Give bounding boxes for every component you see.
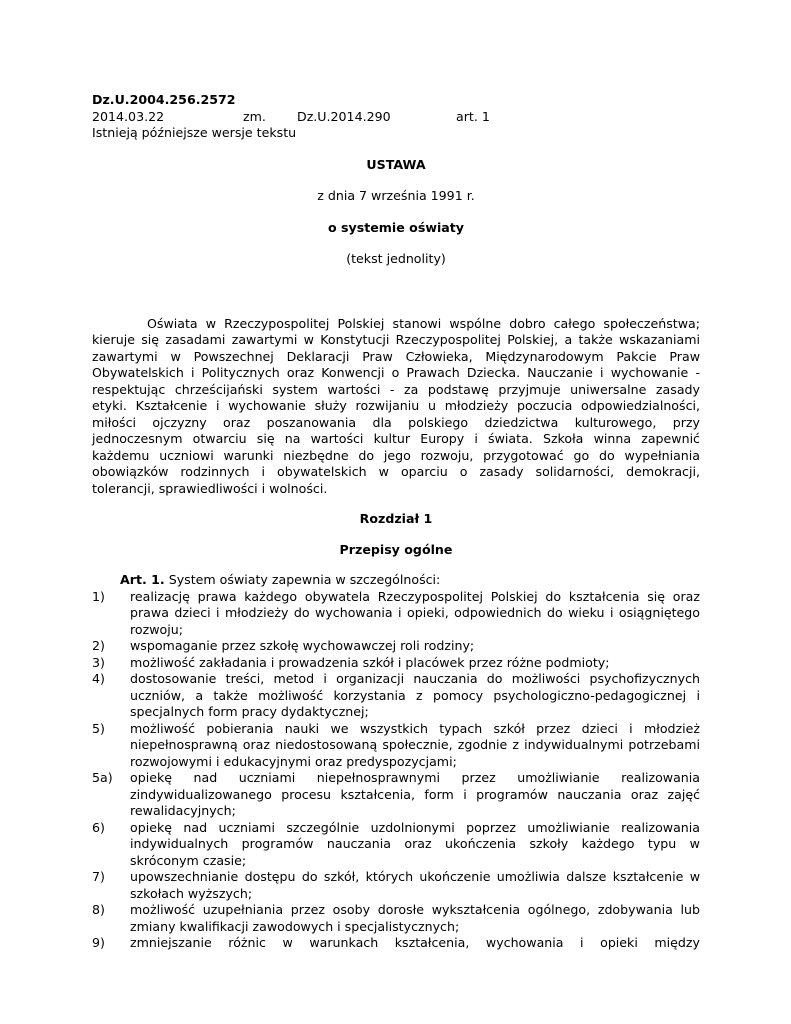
list-item-number: 2) [92,638,105,653]
chapter-title: Przepisy ogólne [339,541,453,557]
amendment-date: 2014.03.22 [92,108,165,124]
preamble-line: kieruje się zasadami zawartymi w Konstytucji Rzeczypospolitej Polskiej, a także wskazaniami [92,332,700,347]
list-item-number: 8) [92,902,105,917]
act-subject: o systemie oświaty [328,219,464,235]
list-item-number: 4) [92,671,105,686]
preamble-line: każdemu uczniowi warunki niezbędne do jego rozwoju, przygotować go do wypełniania [92,447,700,463]
list-item-line: opiekę nad uczniami szczególnie uzdolnionymi poprzez umożliwianie realizowania [130,819,700,835]
list-item-line: skróconym czasie; [130,852,247,868]
list-item-line: opiekę nad uczniami niepełnosprawnymi przez umożliwianie realizowania [130,770,700,785]
article-label: Art. 1. [120,572,165,587]
document-page [92,92,700,952]
list-item-line: możliwość pobierania nauki we wszystkich typach szkół przez dzieci i młodzież [130,720,700,736]
list-item-line: rozwoju; [130,621,183,637]
list-item-number: 3) [92,654,105,670]
list-item-line: niepełnosprawną oraz niedostosowaną społecznie, zgodnie z indywidualnymi potrzebami [130,737,700,752]
chapter-number: Rozdział 1 [359,511,433,526]
amendment-label: zm. [243,108,266,124]
preamble-line: jednoczesnym otwarciu się na wartości kultur Europy i świata. Szkoła winna zapewnić [92,431,700,446]
list-item-line: dostosowanie treści, metod i organizacji nauczania do możliwości psychofizycznych [130,671,700,686]
list-item-line: możliwość uzupełniania przez osoby dorosłe wykształcenia ogólnego, zdobywania lub [130,902,700,917]
list-item [92,902,700,935]
list-item-line: realizację prawa każdego obywatela Rzeczypospolitej Polskiej do kształcenia się oraz [130,588,700,604]
act-type-heading: USTAWA [366,156,426,172]
preamble-line: tolerancji, sprawiedliwości i wolności. [92,480,328,496]
amendment-row [92,109,700,126]
act-date: z dnia 7 września 1991 r. [317,188,475,203]
list-item [92,655,700,672]
list-item-number: 7) [92,869,105,884]
list-item-line: rewalidacyjnych; [130,803,236,818]
list-item [92,638,700,655]
list-item-line: szkołach wyższych; [130,885,253,901]
list-item-line: prawa dzieci i młodzieży do wychowania i opieki, odpowiednich do wieku i osiągniętego [130,605,700,620]
list-item-line: upowszechnianie dostępu do szkół, których ukończenie umożliwia dalsze kształcenie w [130,869,700,884]
list-item-number: 1) [92,588,105,604]
preamble-line: miłości ojczyzny oraz poszanowania dla polskiego dziedzictwa kulturowego, przy [92,414,700,430]
list-item-number: 6) [92,819,105,835]
list-item [92,671,700,721]
preamble-line: Oświata w Rzeczypospolitej Polskiej stanowi wspólne dobro całego społeczeństwa; [147,315,700,331]
list-item [92,935,700,952]
preamble-line: Obywatelskich i Politycznych oraz Konwencji o Prawach Dziecka. Nauczanie i wychowanie - [92,365,700,380]
list-item-number: 9) [92,935,105,950]
article-1-list [92,589,700,952]
act-note: (tekst jednolity) [346,251,446,266]
later-versions-note: Istnieją późniejsze wersje tekstu [92,125,297,140]
preamble-line: obowiązków rodzinnych i obywatelskich w oparciu o zasady solidarności, demokracji, [92,464,700,479]
list-item-line: uczniów, a także możliwość korzystania z pomocy psychologiczno-pedagogicznej i [130,687,700,703]
list-item-line: możliwość zakładania i prowadzenia szkół i placówek przez różne podmioty; [130,654,610,670]
preamble-line: respektując chrześcijański system wartości - za podstawę przyjmuje uniwersalne zasady [92,381,700,397]
list-item-number: 5a) [92,770,113,785]
preamble-line: etyki. Kształcenie i wychowanie służy rozwijaniu u młodzieży poczucia odpowiedzialności, [92,398,700,413]
article-intro-text: System oświaty zapewnia w szczególności: [168,572,441,587]
list-item-line: zindywidualizowanego procesu kształcenia, form i programów nauczania oraz zajęć [130,786,700,802]
list-item [92,589,700,639]
amendment-reference: Dz.U.2014.290 [297,108,391,124]
list-item-line: rozwojowymi i edukacyjnymi oraz predyspozycjami; [130,753,457,769]
list-item [92,721,700,771]
list-item-line: zmniejszanie różnic w warunkach kształcenia, wychowania i opieki między [130,935,700,950]
list-item [92,770,700,820]
preamble-line: zawartymi w Powszechnej Deklaracji Praw Człowieka, Międzynarodowym Pakcie Praw [92,348,700,364]
list-item [92,869,700,902]
amendment-article: art. 1 [456,108,490,124]
document-id: Dz.U.2004.256.2572 [92,92,236,107]
list-item [92,820,700,870]
list-item-line: specjalnych form pracy dydaktycznej; [130,704,369,719]
list-item-line: zmiany kwalifikacji zawodowych i specjalistycznych; [130,918,460,934]
article-1-intro [92,572,700,589]
list-item-number: 5) [92,720,105,736]
list-item-line: indywidualnych programów nauczania oraz ukończenia szkoły każdego typu w [130,836,700,851]
preamble [92,316,700,498]
list-item-line: wspomaganie przez szkołę wychowawczej roli rodziny; [130,638,475,653]
